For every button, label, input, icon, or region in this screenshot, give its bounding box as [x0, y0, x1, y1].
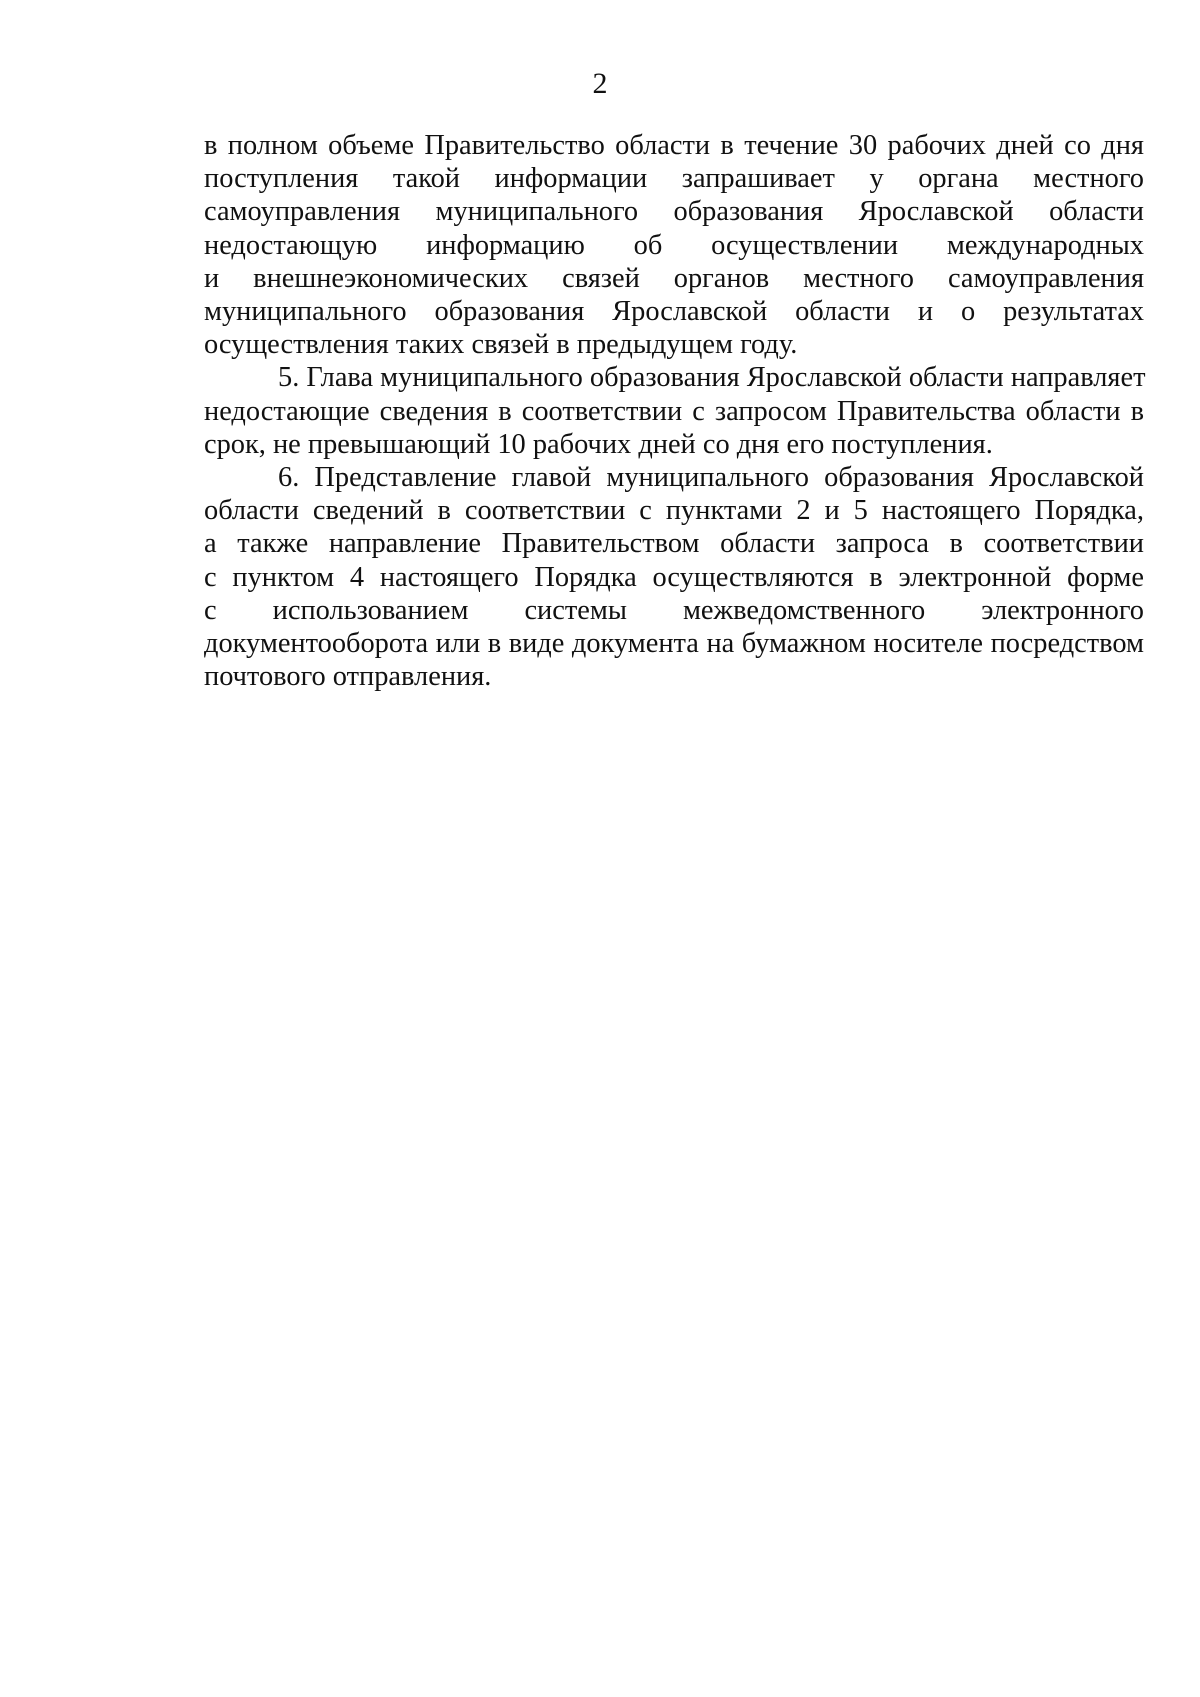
text-line: почтового отправления.: [204, 661, 492, 693]
text-line: осуществления таких связей в предыдущем году.: [204, 329, 798, 361]
page-number: 2: [592, 67, 608, 100]
text-line: в полном объеме Правительство области в течение 30 рабочих дней со дня: [204, 130, 1144, 161]
text-line: и внешнеэкономических связей органов местного самоуправления: [204, 262, 1144, 294]
text-line: недостающую информацию об осуществлении международных: [204, 229, 1144, 261]
text-line: срок, не превышающий 10 рабочих дней со дня его поступления.: [204, 428, 993, 460]
text-line: самоуправления муниципального образования Ярославской области: [204, 196, 1144, 228]
text-line: области сведений в соответствии с пунктами 2 и 5 настоящего Порядка,: [204, 495, 1144, 527]
text-line: с использованием системы межведомственного электронного: [204, 594, 1144, 626]
text-line: а также направление Правительством области запроса в соответствии: [204, 528, 1144, 560]
text-line: с пунктом 4 настоящего Порядка осуществляются в электронной форме: [204, 561, 1144, 593]
paragraph-item-6: [204, 461, 1144, 693]
document-body: [204, 129, 1144, 693]
text-line: 5. Глава муниципального образования Ярославской области направляет: [278, 362, 1146, 394]
text-line: поступления такой информации запрашивает у органа местного: [204, 163, 1144, 195]
paragraph-item-5: [204, 361, 1144, 461]
text-line: документооборота или в виде документа на бумажном носителе посредством: [204, 628, 1144, 660]
text-line: недостающие сведения в соответствии с запросом Правительства области в: [204, 395, 1144, 427]
text-line: 6. Представление главой муниципального образования Ярославской: [278, 462, 1144, 494]
paragraph-continuation: [204, 129, 1144, 361]
text-line: муниципального образования Ярославской области и о результатах: [204, 296, 1144, 328]
